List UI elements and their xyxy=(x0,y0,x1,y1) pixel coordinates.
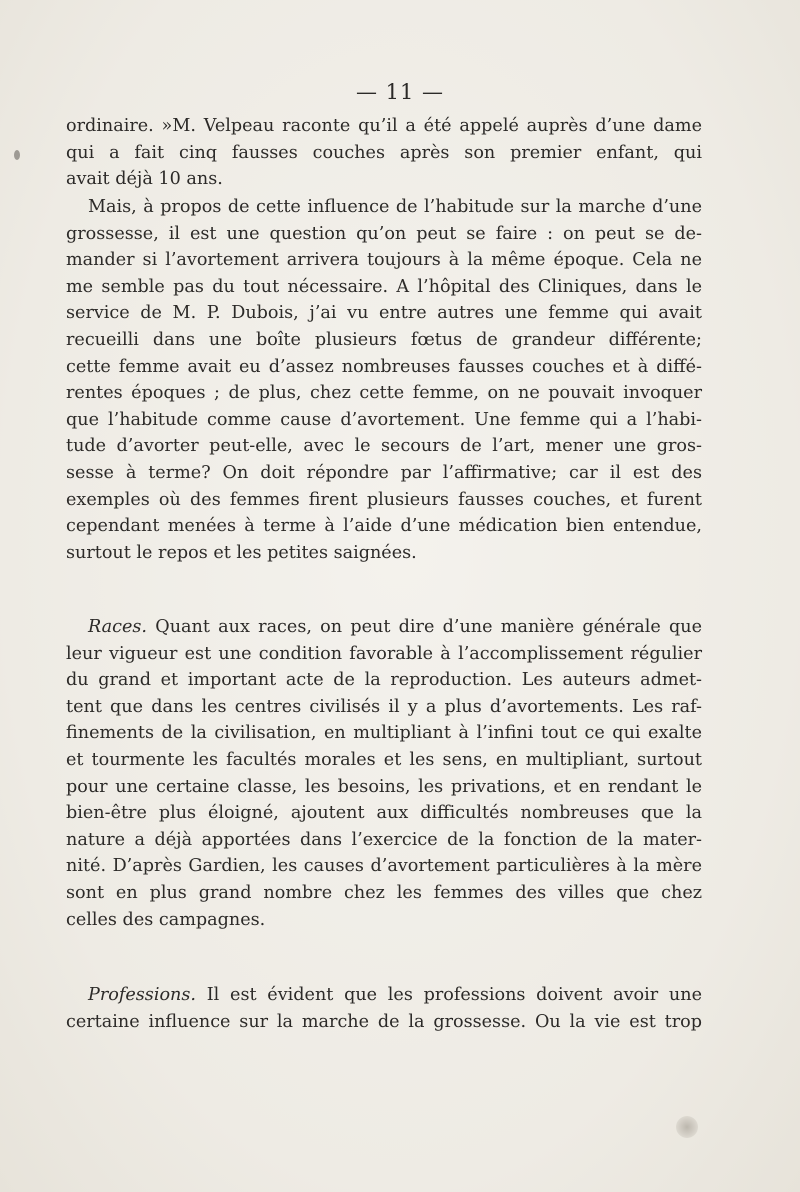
text-line: recueilli dans une boîte plusieurs fœtus de grandeur différente; xyxy=(66,329,702,350)
page-number: — 11 — xyxy=(355,80,445,104)
text-line: Mais, à propos de cette influence de l’habitude sur la marche d’une xyxy=(88,197,702,217)
text-line: leur vigueur est une condition favorable à l’accomplissement régulier xyxy=(66,643,702,664)
text-line: cette femme avait eu d’assez nombreuses fausses couches et à diffé- xyxy=(66,356,702,377)
ink-mark xyxy=(14,150,20,160)
section-heading-races: Races. xyxy=(88,617,148,637)
paragraph-races xyxy=(66,614,702,933)
text-line: bien-être plus éloigné, ajoutent aux difficultés nombreuses que la xyxy=(66,803,702,824)
text-line: rentes époques ; de plus, chez cette femme, on ne pouvait invoquer xyxy=(66,383,702,404)
text-line: celles des campagnes. xyxy=(66,909,266,930)
text-line: grossesse, il est une question qu’on peut se faire : on peut se de- xyxy=(66,223,702,244)
text-line: nature a déjà apportées dans l’exercice de la fonction de la mater- xyxy=(66,829,702,850)
text-line: sesse à terme? On doit répondre par l’affirmative; car il est des xyxy=(66,462,702,483)
text-line: me semble pas du tout nécessaire. A l’hôpital des Cliniques, dans le xyxy=(66,276,702,297)
paragraph-professions xyxy=(66,982,702,1035)
paragraph-1 xyxy=(66,113,702,193)
text-line: exemples où des femmes firent plusieurs fausses couches, et furent xyxy=(66,489,702,510)
text-run: Quant aux races, on peut dire d’une manière générale que xyxy=(155,617,703,637)
text-line: sont en plus grand nombre chez les femmes des villes que chez xyxy=(66,882,702,903)
text-line: service de M. P. Dubois, j’ai vu entre autres une femme qui avait xyxy=(66,303,702,324)
text-line: nité. D’après Gardien, les causes d’avortement particulières à la mère xyxy=(66,856,702,877)
text-line: avait déjà 10 ans. xyxy=(66,169,223,190)
text-line: du grand et important acte de la reproduction. Les auteurs admet- xyxy=(66,670,702,691)
paragraph-2 xyxy=(66,194,702,566)
text-line: tent que dans les centres civilisés il y a plus d’avortements. Les raf- xyxy=(66,696,702,717)
text-line: cependant menées à terme à l’aide d’une médication bien entendue, xyxy=(66,516,702,537)
section-heading-professions: Professions. xyxy=(88,985,196,1005)
text-line: mander si l’avortement arrivera toujours à la même époque. Cela ne xyxy=(66,250,702,271)
text-line: et tourmente les facultés morales et les sens, en multipliant, surtout xyxy=(66,749,702,770)
text-line: qui a fait cinq fausses couches après son premier enfant, qui xyxy=(66,142,702,163)
text-line: ordinaire. »M. Velpeau raconte qu’il a été appelé auprès d’une dame xyxy=(66,116,702,136)
text-line: surtout le repos et les petites saignées. xyxy=(66,542,417,563)
text-line: pour une certaine classe, les besoins, les privations, et en rendant le xyxy=(66,776,702,797)
text-line: tude d’avorter peut-elle, avec le secours de l’art, mener une gros- xyxy=(66,436,702,457)
text-line: certaine influence sur la marche de la grossesse. Ou la vie est trop xyxy=(66,1011,702,1032)
text-run: Il est évident que les professions doivent avoir une xyxy=(206,985,702,1005)
text-line: finements de la civilisation, en multipliant à l’infini tout ce qui exalte xyxy=(66,723,702,744)
paper-stain xyxy=(676,1116,698,1138)
text-line xyxy=(66,982,702,1009)
text-line xyxy=(66,614,702,641)
text-line: que l’habitude comme cause d’avortement. Une femme qui a l’habi- xyxy=(66,409,702,430)
